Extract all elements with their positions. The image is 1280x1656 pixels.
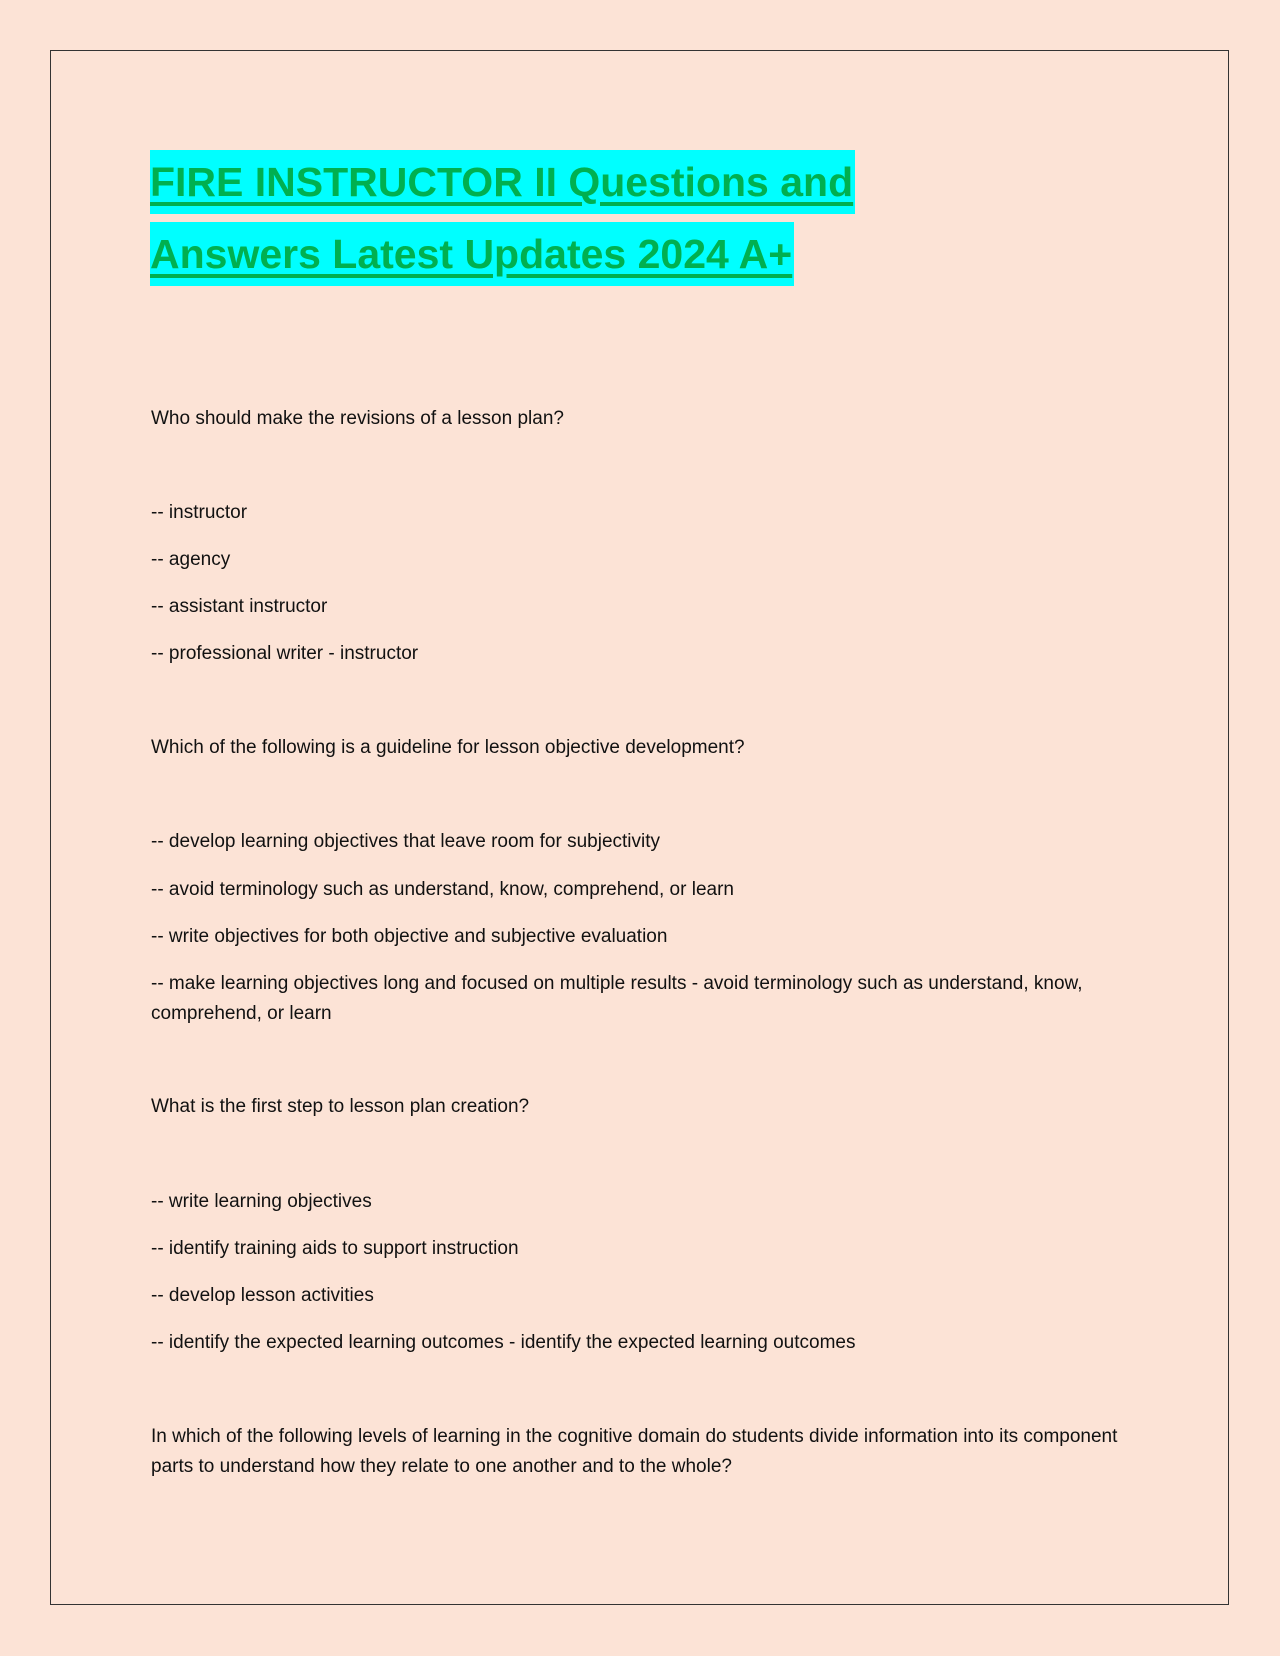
option: -- identify the expected learning outcomes - identify the expected learning outcomes bbox=[151, 1332, 856, 1353]
document-title-line-2: Answers Latest Updates 2024 A+ bbox=[150, 222, 794, 286]
option: -- make learning objectives long and focused on multiple results - avoid terminology such as understand, know, comprehend, or learn bbox=[151, 973, 1083, 1024]
option: -- professional writer - instructor bbox=[151, 643, 419, 664]
document-title-line-1: FIRE INSTRUCTOR II Questions and bbox=[150, 150, 855, 214]
question-3: What is the first step to lesson plan creation? bbox=[151, 1096, 530, 1117]
option: -- write learning objectives bbox=[151, 1191, 372, 1212]
option: -- write objectives for both objective and subjective evaluation bbox=[151, 926, 668, 947]
question-2: Which of the following is a guideline for lesson objective development? bbox=[151, 737, 745, 758]
option: -- identify training aids to support instruction bbox=[151, 1238, 519, 1259]
option: -- develop lesson activities bbox=[151, 1285, 374, 1306]
option: -- agency bbox=[151, 549, 231, 570]
question-4: In which of the following levels of learning in the cognitive domain do students divide information into its component parts to understand how they relate to one another and to the whole? bbox=[151, 1426, 1118, 1477]
option: -- develop learning objectives that leave room for subjectivity bbox=[151, 831, 661, 852]
option: -- avoid terminology such as understand, know, comprehend, or learn bbox=[151, 879, 734, 900]
question-1: Who should make the revisions of a lesson plan? bbox=[151, 408, 564, 429]
option: -- instructor bbox=[151, 502, 248, 523]
option: -- assistant instructor bbox=[151, 596, 328, 617]
